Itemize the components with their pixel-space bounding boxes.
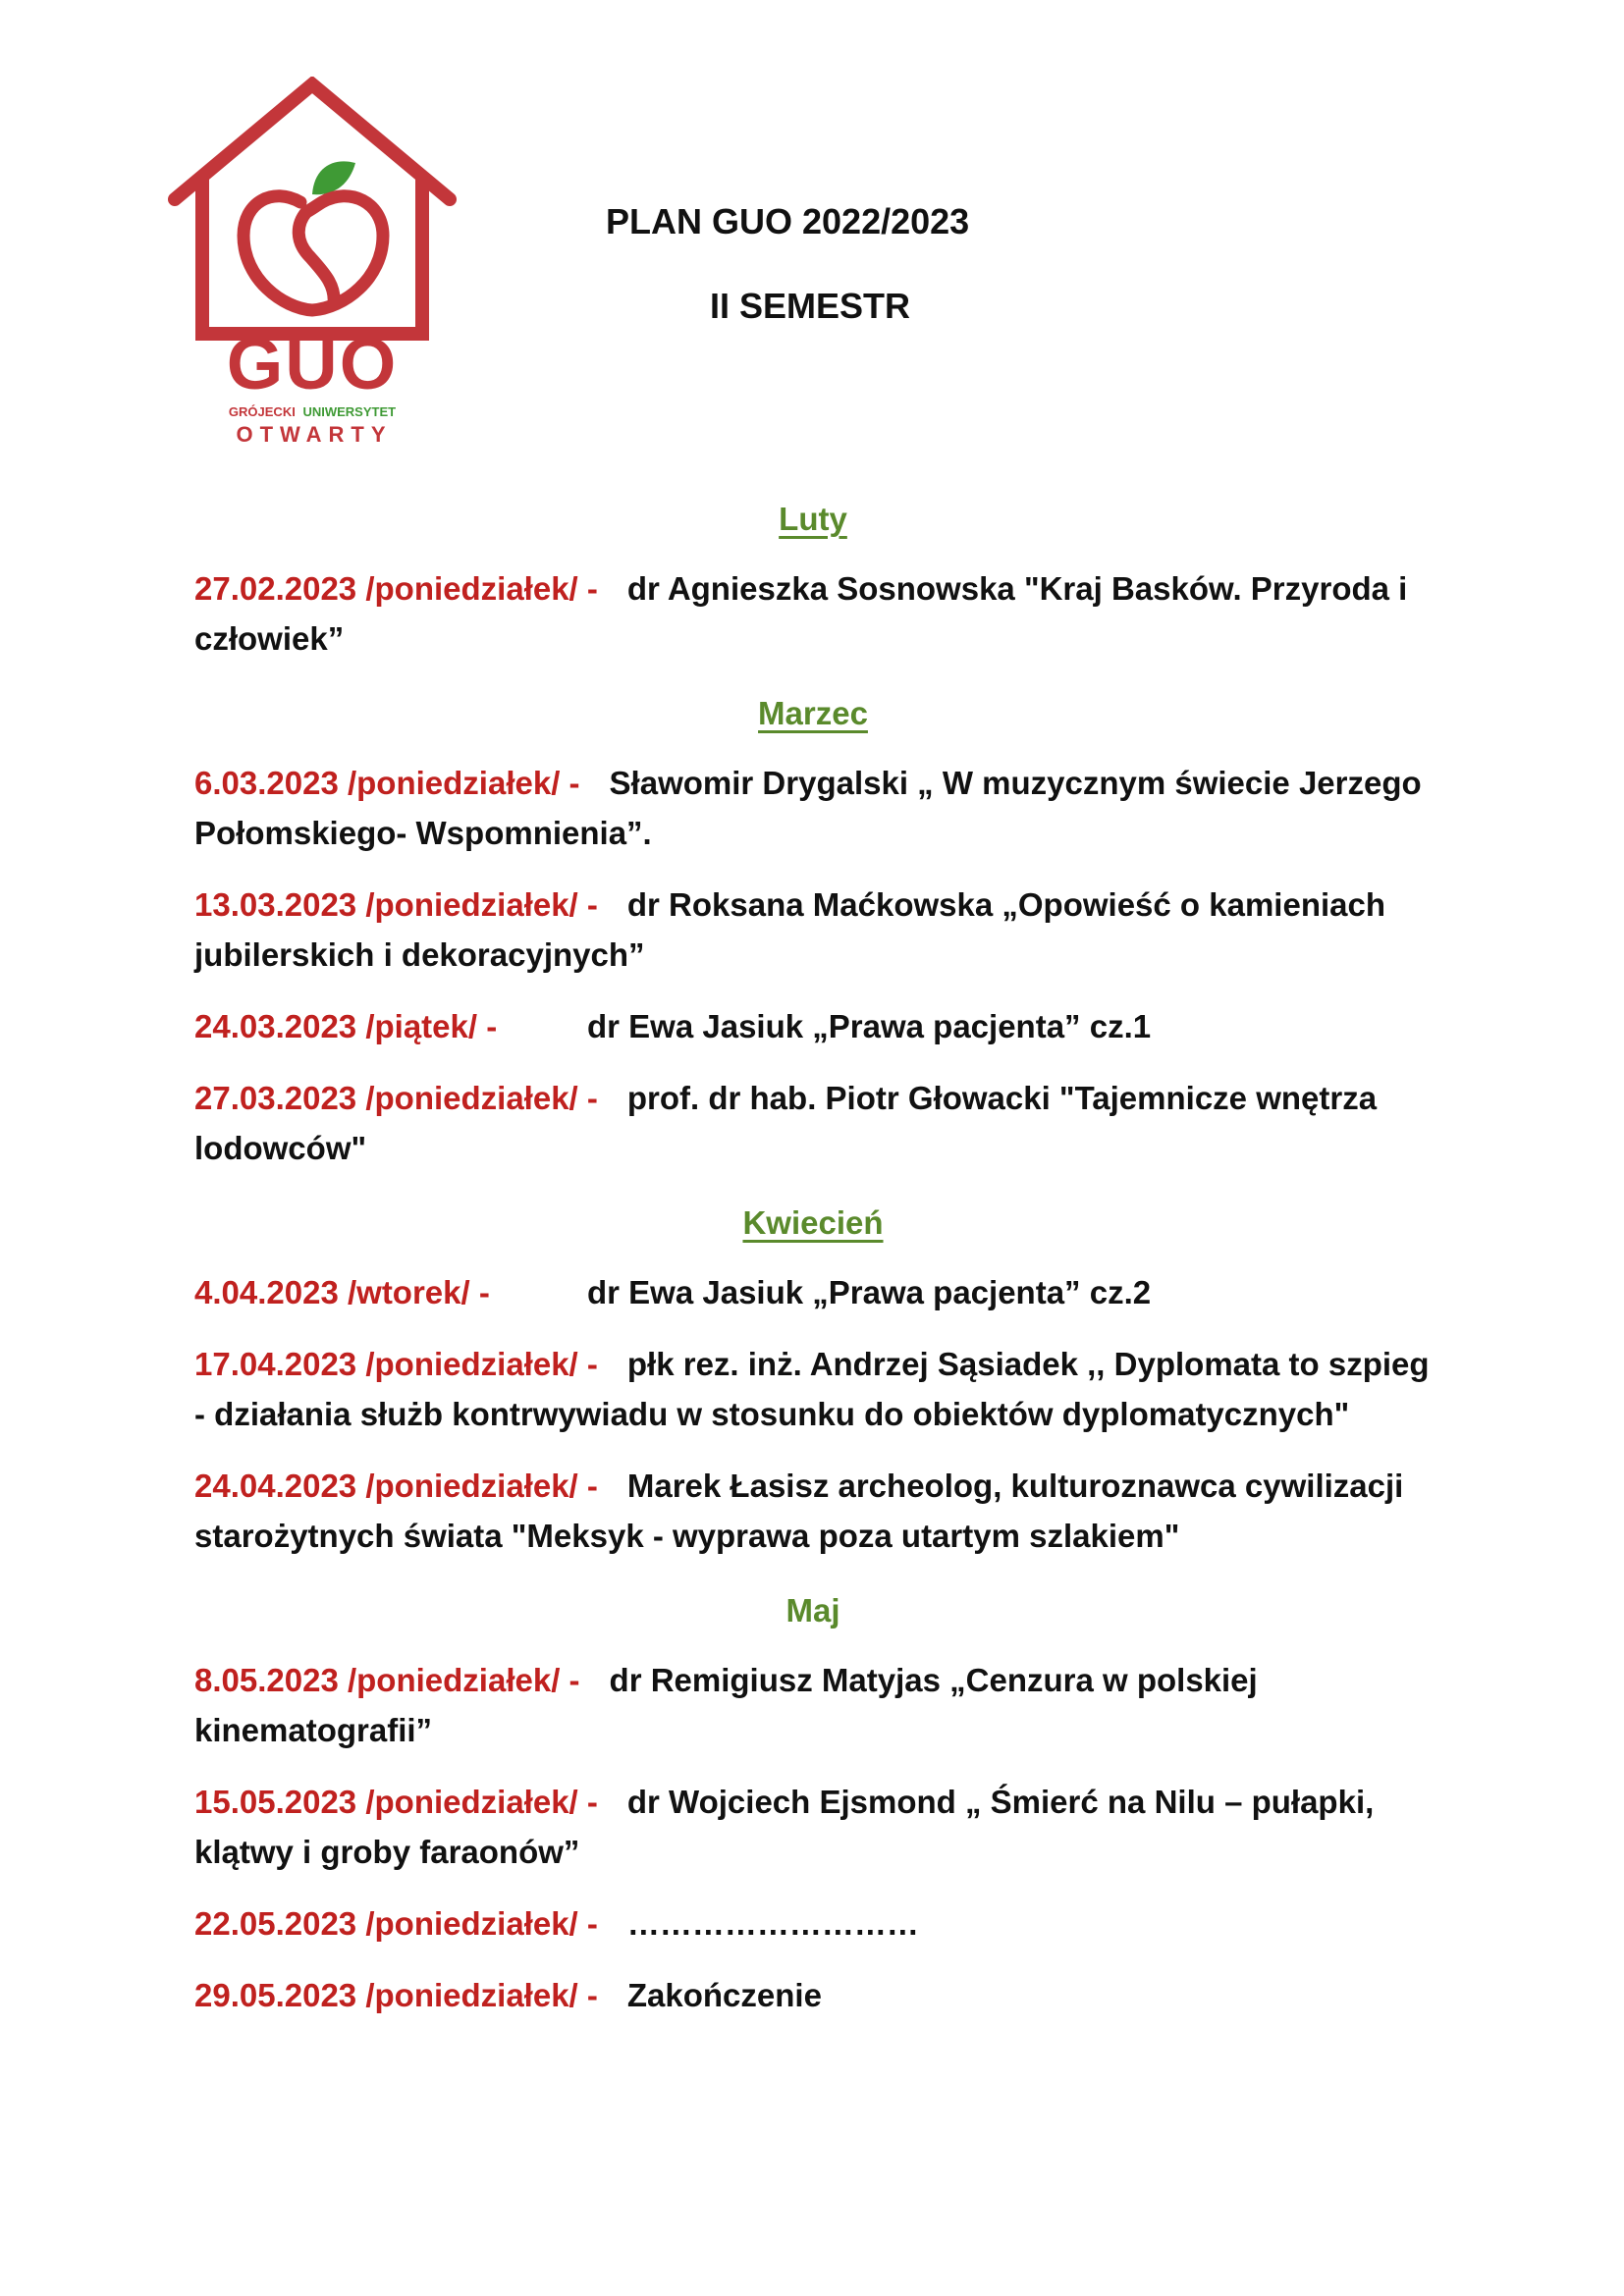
entry-date: 17.04.2023 /poniedziałek/ - [194, 1346, 598, 1382]
guo-logo [167, 77, 461, 450]
month-heading: Marzec [758, 695, 868, 731]
entry-description: dr Roksana Maćkowska „Opowieść o kamieniach jubilerskich i dekoracyjnych” [194, 886, 1386, 973]
entry-date: 27.03.2023 /poniedziałek/ - [194, 1080, 598, 1116]
logo-line-1-part-1: GRÓJECKI [228, 404, 296, 419]
entry-description: dr Agnieszka Sosnowska "Kraj Basków. Przyroda i człowiek” [194, 570, 1408, 657]
page-subtitle: II SEMESTR [710, 286, 911, 326]
entry-description: ……………………… [626, 1905, 919, 1942]
entry-date: 24.04.2023 /poniedziałek/ - [194, 1468, 598, 1504]
month-heading: Kwiecień [742, 1204, 884, 1241]
schedule-entry [194, 1267, 1432, 1317]
entry-description: dr Remigiusz Matyjas „Cenzura w polskiej kinematografii” [194, 1662, 1258, 1748]
schedule [194, 491, 1432, 2042]
month-heading: Luty [779, 501, 847, 537]
entry-date: 29.05.2023 /poniedziałek/ - [194, 1977, 598, 2013]
entry-date: 24.03.2023 /piątek/ - [194, 1008, 498, 1044]
entry-description: dr Ewa Jasiuk „Prawa pacjenta” cz.1 [587, 1008, 1152, 1044]
month-heading: Maj [785, 1592, 840, 1629]
entry-description: płk rez. inż. Andrzej Sąsiadek ,, Dyplomata to szpieg - działania służb kontrwywiadu w stosunku do obiektów dyplomatycznych" [194, 1346, 1430, 1432]
schedule-entry [194, 1001, 1432, 1051]
schedule-entry [194, 1777, 1432, 1877]
entry-description: Zakończenie [626, 1977, 822, 2013]
logo-name-big: GUO [226, 323, 399, 404]
apple-heart-icon [244, 196, 383, 310]
schedule-entry [194, 880, 1432, 980]
entry-description: Sławomir Drygalski „ W muzycznym świecie Jerzego Połomskiego- Wspomnienia”. [194, 765, 1422, 851]
entry-date: 15.05.2023 /poniedziałek/ - [194, 1784, 598, 1820]
logo-line-2: OTWARTY [236, 422, 393, 447]
entry-date: 6.03.2023 /poniedziałek/ - [194, 765, 580, 801]
schedule-entry [194, 1073, 1432, 1173]
page-title: PLAN GUO 2022/2023 [606, 201, 970, 241]
schedule-entry [194, 1339, 1432, 1439]
house-apple-logo-icon [167, 77, 461, 450]
schedule-entry [194, 1898, 1432, 1949]
entry-date: 13.03.2023 /poniedziałek/ - [194, 886, 598, 923]
entry-description: dr Ewa Jasiuk „Prawa pacjenta” cz.2 [587, 1274, 1152, 1310]
entry-date: 4.04.2023 /wtorek/ - [194, 1274, 490, 1310]
schedule-entry [194, 1970, 1432, 2020]
house-roof-icon [175, 84, 450, 199]
entry-description: dr Wojciech Ejsmond „ Śmierć na Nilu – pułapki, klątwy i groby faraonów” [194, 1784, 1375, 1870]
schedule-entry [194, 1461, 1432, 1561]
entry-date: 8.05.2023 /poniedziałek/ - [194, 1662, 580, 1698]
entry-description: Marek Łasisz archeolog, kulturoznawca cywilizacji starożytnych świata "Meksyk - wyprawa poza utartym szlakiem" [194, 1468, 1404, 1554]
entry-date: 27.02.2023 /poniedziałek/ - [194, 570, 598, 607]
logo-line-1 [229, 404, 396, 419]
schedule-entry [194, 1655, 1432, 1755]
logo-line-1-part-2: UNIWERSYTET [302, 404, 397, 419]
entry-date: 22.05.2023 /poniedziałek/ - [194, 1905, 598, 1942]
apple-leaf-icon [312, 161, 355, 194]
entry-description: prof. dr hab. Piotr Głowacki "Tajemnicze wnętrza lodowców" [194, 1080, 1378, 1166]
schedule-entry [194, 758, 1432, 858]
schedule-entry [194, 563, 1432, 664]
